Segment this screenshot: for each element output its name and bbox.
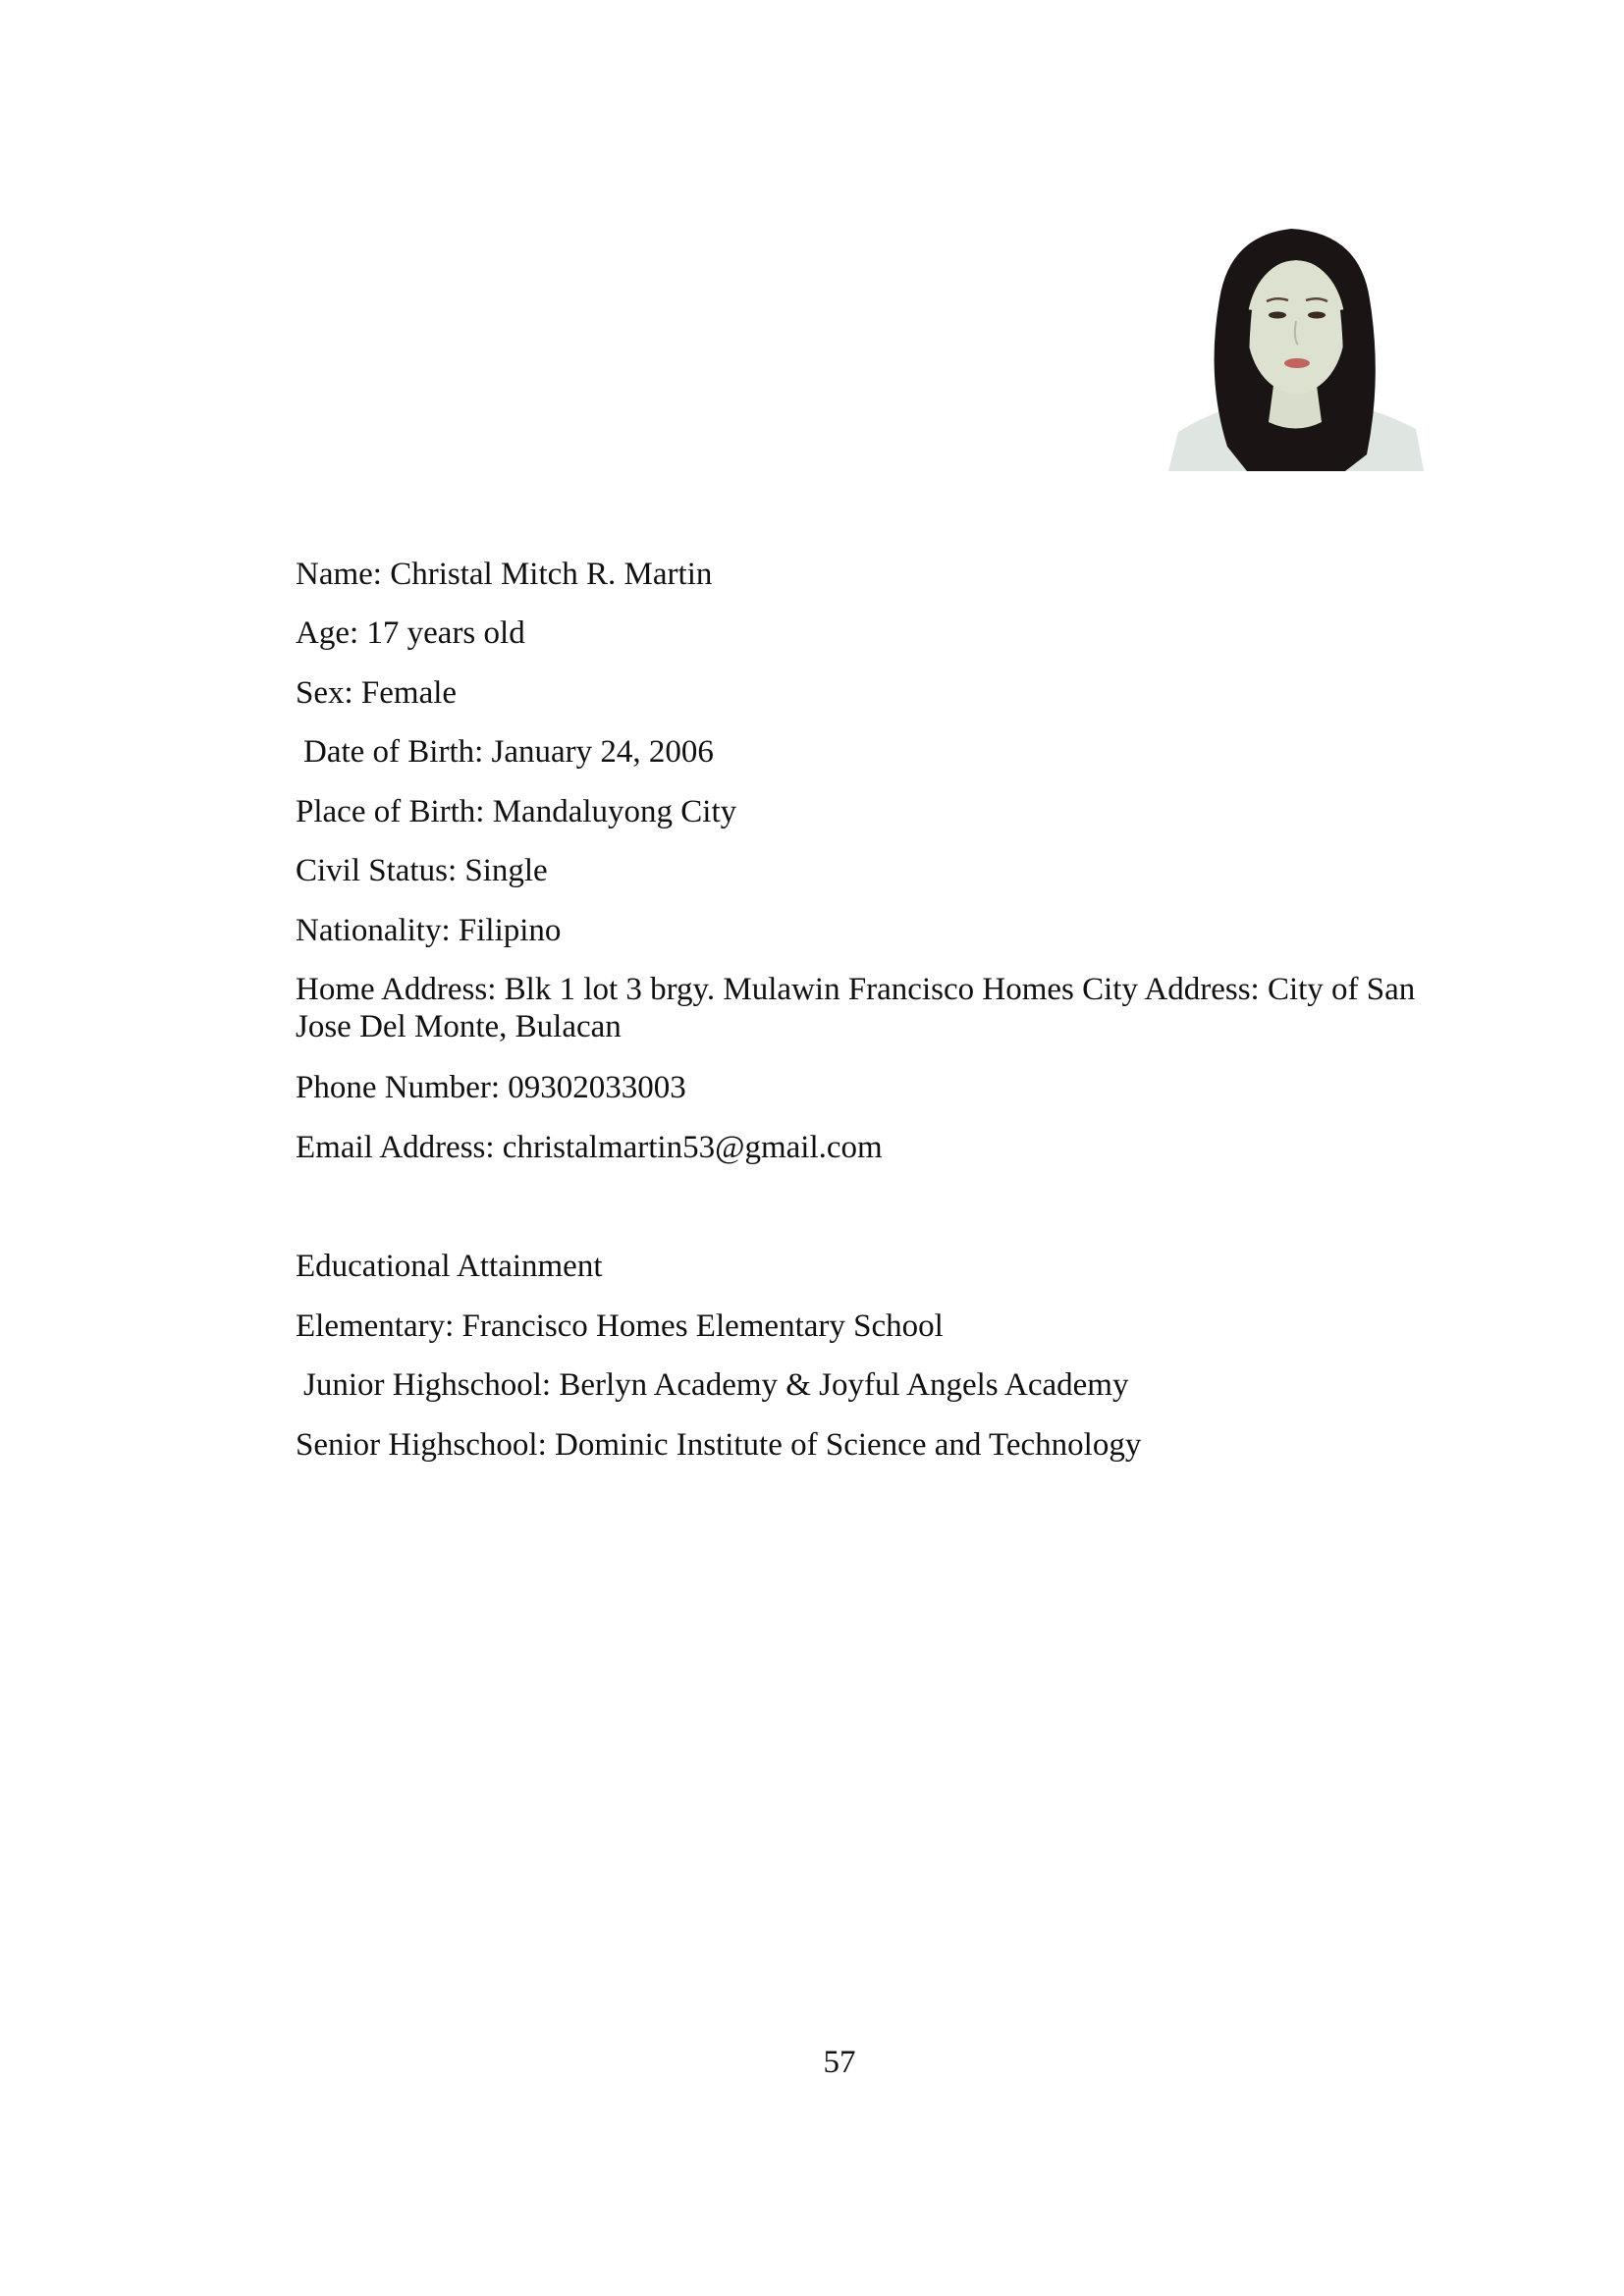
education-senior-highschool: Senior Highschool: Dominic Institute of Science and Technology [296, 1427, 1142, 1463]
field-home-address: Home Address: Blk 1 lot 3 brgy. Mulawin Francisco Homes City Address: City of San Jose Del Monte, Bulacan [296, 972, 1416, 1044]
education-heading: Educational Attainment [296, 1249, 603, 1284]
field-sex: Sex: Female [296, 675, 458, 711]
field-age: Age: 17 years old [296, 615, 525, 651]
field-name: Name: Christal Mitch R. Martin [296, 557, 713, 592]
education-elementary: Elementary: Francisco Homes Elementary School [296, 1308, 944, 1344]
field-civil-status: Civil Status: Single [296, 853, 548, 888]
page-number: 57 [823, 2045, 856, 2080]
portrait-image [1159, 211, 1434, 471]
field-nationality: Nationality: Filipino [296, 913, 562, 948]
education-junior-highschool: Junior Highschool: Berlyn Academy & Joyful Angels Academy [303, 1367, 1129, 1403]
profile-photo [1159, 211, 1434, 471]
field-phone-number: Phone Number: 09302033003 [296, 1070, 686, 1105]
field-date-of-birth: Date of Birth: January 24, 2006 [303, 734, 714, 770]
field-email-address: Email Address: christalmartin53@gmail.com [296, 1130, 883, 1165]
field-place-of-birth: Place of Birth: Mandaluyong City [296, 794, 737, 829]
